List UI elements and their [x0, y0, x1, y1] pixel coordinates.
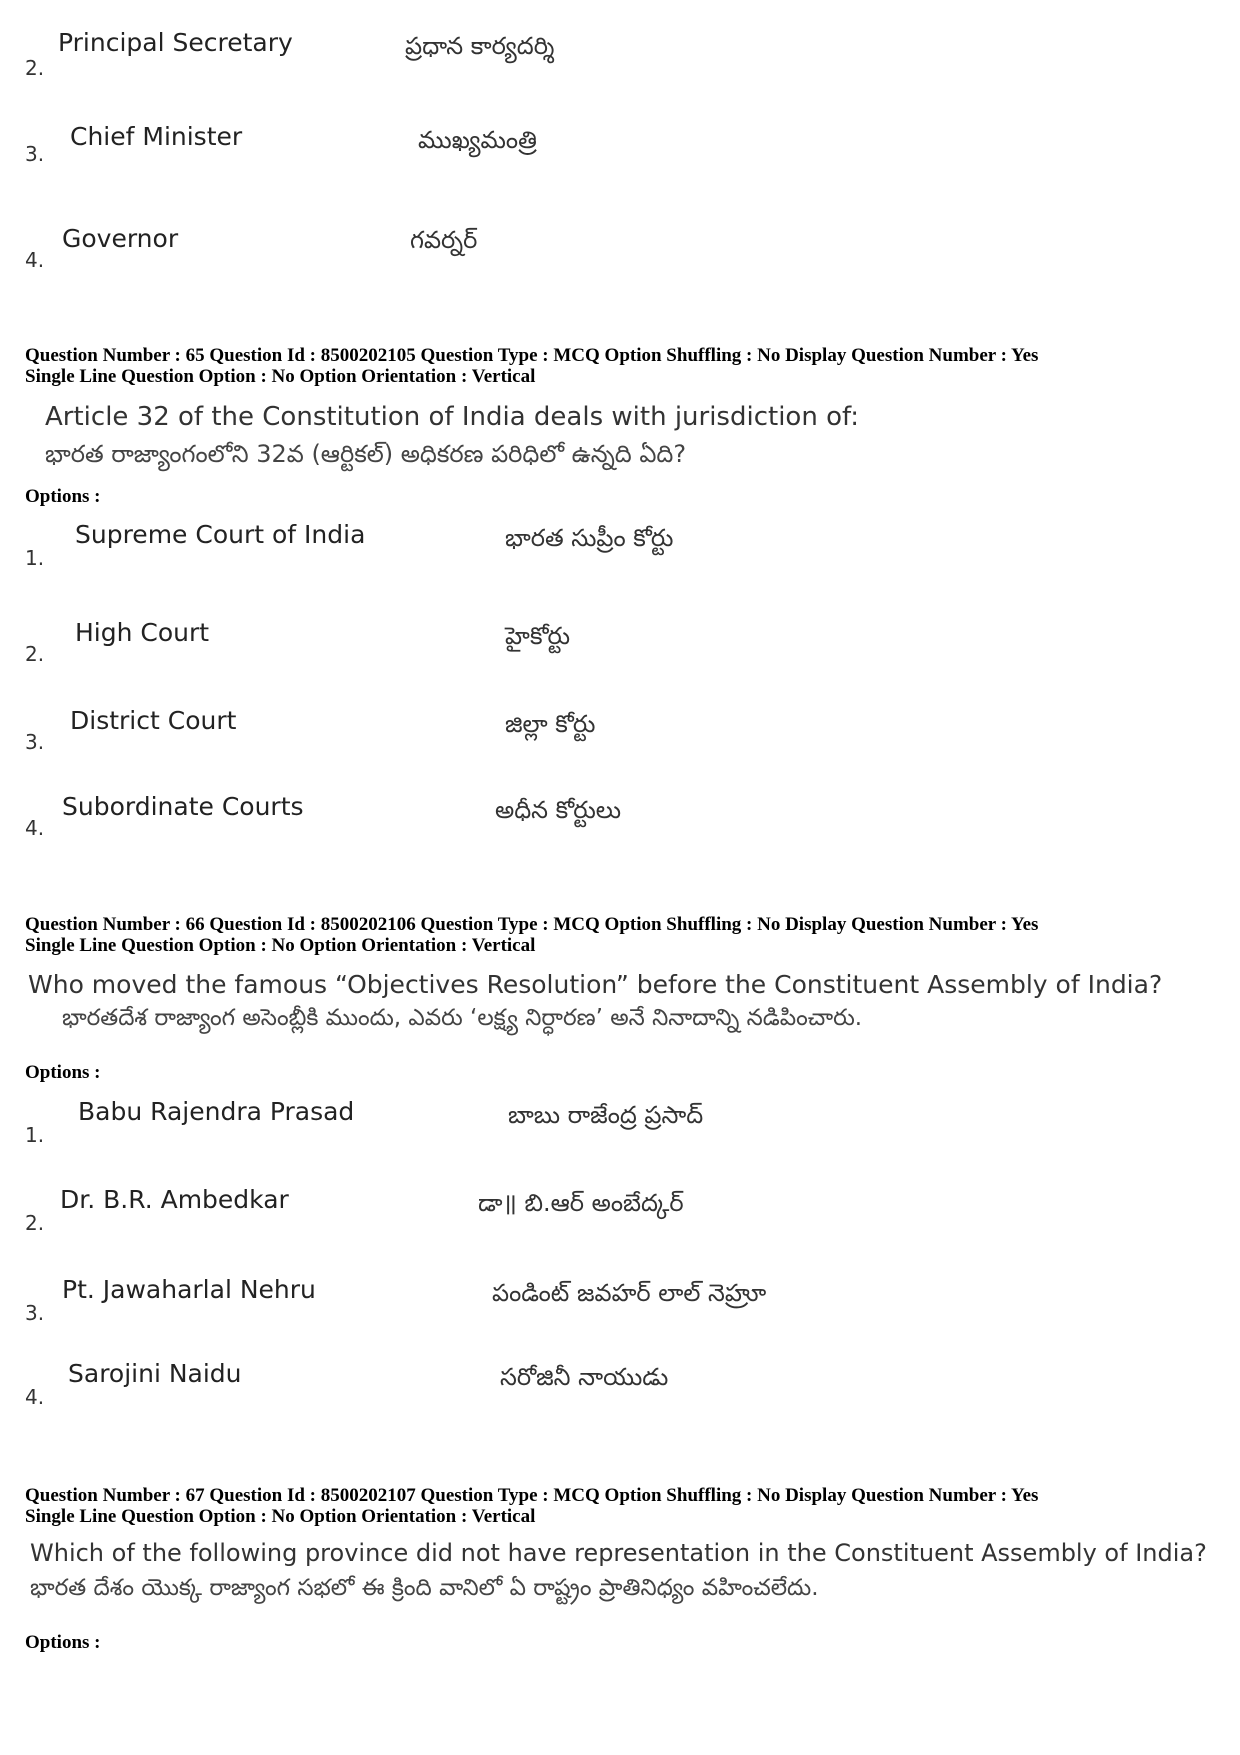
option-row [0, 706, 1240, 766]
question-text-en: Article 32 of the Constitution of India deals with jurisdiction of: [45, 402, 859, 432]
option-row [0, 618, 1240, 678]
options-label: Options : [25, 1062, 101, 1083]
question-meta-line2: Single Line Question Option : No Option Orientation : Vertical [25, 1506, 536, 1527]
options-label: Options : [25, 1632, 101, 1653]
option-number: 4. [25, 248, 45, 272]
option-row [0, 28, 1240, 88]
option-row [0, 520, 1240, 580]
question-meta-line1: Question Number : 65 Question Id : 8500202105 Question Type : MCQ Option Shuffling : No Display Question Number : Yes [25, 345, 1039, 366]
question-text-te: భారత రాజ్యాంగంలోని 32వ (ఆర్టికల్) అధికరణ పరిధిలో ఉన్నది ఏది? [45, 440, 687, 468]
option-text-en: Subordinate Courts [62, 792, 304, 821]
question-text-te: భారతదేశ రాజ్యాంగ అసెంబ్లీకి ముందు, ఎవరు ‘లక్ష్య నిర్ధారణ’ అనే నినాదాన్ని నడిపించారు. [62, 1005, 863, 1031]
option-text-te: గవర్నర్ [410, 226, 478, 254]
option-text-te: భారత సుప్రీం కోర్టు [505, 524, 674, 552]
option-row [0, 224, 1240, 284]
option-text-te: డా॥ బి.ఆర్ అంబేద్కర్ [478, 1189, 684, 1217]
option-text-en: Pt. Jawaharlal Nehru [62, 1275, 316, 1304]
option-text-te: ప్రధాన కార్యదర్శి [405, 32, 555, 60]
option-text-en: Principal Secretary [58, 28, 293, 57]
option-text-en: Chief Minister [70, 122, 243, 151]
option-number: 3. [25, 1301, 45, 1325]
option-text-te: సరోజినీ నాయుడు [500, 1363, 669, 1391]
question-meta [25, 1485, 1215, 1527]
question-meta-line2: Single Line Question Option : No Option Orientation : Vertical [25, 935, 536, 956]
option-number: 1. [25, 1123, 45, 1147]
options-label: Options : [25, 486, 101, 507]
option-row [0, 792, 1240, 852]
option-number: 4. [25, 1385, 45, 1409]
option-number: 3. [25, 730, 45, 754]
question-meta-line1: Question Number : 67 Question Id : 8500202107 Question Type : MCQ Option Shuffling : No Display Question Number : Yes [25, 1485, 1039, 1506]
option-row [0, 1185, 1240, 1245]
question-text-en: Who moved the famous “Objectives Resolution” before the Constituent Assembly of India? [28, 970, 1163, 999]
question-meta-line1: Question Number : 66 Question Id : 8500202106 Question Type : MCQ Option Shuffling : No Display Question Number : Yes [25, 914, 1039, 935]
option-number: 3. [25, 142, 45, 166]
question-meta [25, 345, 1215, 387]
option-text-en: High Court [75, 618, 210, 647]
question-meta [25, 914, 1215, 956]
option-text-te: ముఖ్యమంత్రి [418, 126, 537, 154]
option-text-en: Governor [62, 224, 179, 253]
option-text-te: అధీన కోర్టులు [495, 796, 622, 824]
option-text-te: బాబు రాజేంద్ర ప్రసాద్ [508, 1101, 704, 1129]
option-number: 2. [25, 1211, 45, 1235]
option-number: 1. [25, 546, 45, 570]
option-row [0, 1359, 1240, 1419]
option-text-en: Supreme Court of India [75, 520, 366, 549]
question-meta-line2: Single Line Question Option : No Option Orientation : Vertical [25, 366, 536, 387]
option-text-te: పండింట్ జవహర్ లాల్ నెహ్రూ [492, 1279, 767, 1307]
option-row [0, 122, 1240, 182]
option-text-te: జిల్లా కోర్టు [505, 710, 596, 738]
option-text-en: Dr. B.R. Ambedkar [60, 1185, 289, 1214]
option-text-te: హైకోర్టు [505, 622, 571, 650]
option-number: 4. [25, 816, 45, 840]
question-text-en: Which of the following province did not have representation in the Constituent Assembly of India? [30, 1539, 1207, 1567]
question-text-te: భారత దేశం యొక్క రాజ్యాంగ సభలో ఈ క్రింది వానిలో ఏ రాష్ట్రం ప్రాతినిధ్యం వహించలేదు. [30, 1575, 819, 1601]
option-text-en: Babu Rajendra Prasad [78, 1097, 355, 1126]
option-number: 2. [25, 642, 45, 666]
option-row [0, 1097, 1240, 1157]
option-number: 2. [25, 56, 45, 80]
option-text-en: Sarojini Naidu [68, 1359, 242, 1388]
option-text-en: District Court [70, 706, 237, 735]
option-row [0, 1275, 1240, 1335]
